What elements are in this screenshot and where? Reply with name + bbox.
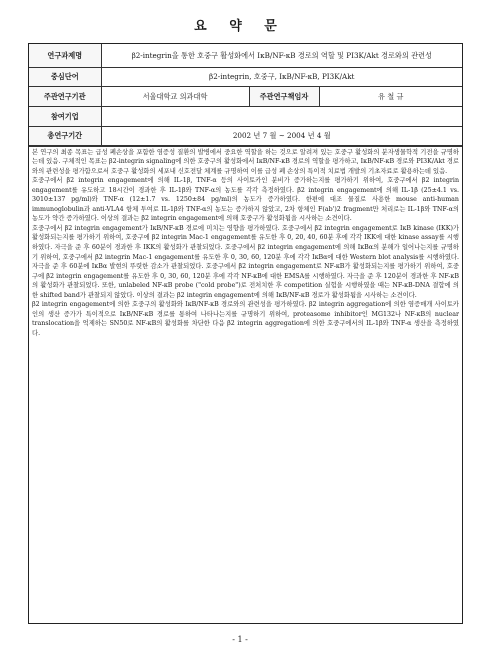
- keywords-row: [29, 67, 462, 86]
- project-name-label: 연구과제명: [29, 44, 101, 67]
- investigator-value: 유 철 규: [319, 86, 462, 106]
- project-name-value: β2-integrin을 통한 호중구 활성화에서 IκB/NF-κB 경로의 역할 및 PI3K/Akt 경로와의 관련성: [101, 44, 462, 67]
- investigator-label: 주관연구책임자: [249, 86, 319, 106]
- period-value: 2002 년 7 월 ~ 2004 년 4 월: [101, 126, 462, 145]
- participating-row: [29, 106, 462, 126]
- participating-value: [101, 106, 462, 126]
- paragraph-cytokine: 호중구에서 β2 integrin engagement에 의해 IL-1β, TNF-α 등의 사이토카인 분비가 증가하는지를 평가하기 위하여, 호중구에서 β2 integrin engagement를 유도하고 18시간이 경과한 후 IL-1β와 TNF-α의 농도를 각각 측정하였다. β2 integrin engagement에 의해 IL-1β (25±4.1 vs. 3010±137 pg/ml)와 TNF-α (12±1.7 vs. 1250±84 pg/ml)의 농도가 증가하였다. 한편에 대조 물질로 사용한 mouse anti-human immunoglobulin과 anti-VLA4 항체 투여로 IL-1β와 TNF-α의 농도는 증가하지 않았고, 2차 항체인 F(ab')2 fragment만 처리로는 IL-1β와 TNF-α의 농도가 약간 증가하였다. 이상의 결과는 β2 integrin engagement에 의해 호중구가 활성화됨을 시사하는 소견이다.: [32, 177, 459, 223]
- document-title: 요 약 문: [194, 19, 286, 34]
- institution-value: 서울대학교 의과대학: [101, 86, 249, 106]
- keywords-label: 중심단어: [29, 67, 101, 86]
- period-label: 총연구기간: [29, 126, 101, 145]
- paragraph-goal: 본 연구의 최종 목표는 급성 폐손상을 포함한 염증성 질환의 발병에서 중요한 역할을 하는 것으로 알려져 있는 호중구 활성화의 분자생물학적 기전을 규명하는데 있음. 구체적인 목표는 β2-integrin signaling에 의한 호중구의 활성화에서 IκB/NF-κB 경로의 역할을 평가하고, IκB/NF-κB 경로와 PI3K/Akt 경로와의 관련성을 평가함으로서 호중구 활성화의 세포내 신호전달 체계를 규명하여 이를 급성 폐 손상의 특이적 치료법 개발의 기초자료로 활용하는데 있음.: [32, 148, 459, 175]
- paragraph-activation: β2 integrin engagement에 의한 호중구의 활성화와 IκB/NF-κB 경로와의 관련성을 평가하였다. β2 integrin aggregation에 의한 염증매개 사이토카인의 생산 증가가 특이적으로 IκB/NF-κB 경로를 통하여 나타나는지를 규명하기 위하여, proteasome inhibitor인 MG132나 NF-κB의 nuclear translocation을 억제하는 SN50로 NF-κB의 활성화를 차단한 다음 β2 integrin aggregation에 의한 호중구에서의 IL-1β와 TNF-α 생산을 측정하였다.: [32, 301, 459, 337]
- participating-label: 참여기업: [29, 106, 101, 126]
- institution-row: [29, 86, 462, 106]
- project-name-row: [29, 44, 462, 67]
- page-number: - 1 -: [232, 635, 248, 644]
- summary-body: [29, 146, 462, 339]
- institution-label: 주관연구기관: [29, 86, 101, 106]
- period-row: [29, 126, 462, 145]
- keywords-value: β2-integrin, 호중구, IκB/NF-κB, PI3K/Akt: [101, 67, 462, 86]
- project-info-table: [29, 44, 462, 146]
- summary-frame: [28, 43, 463, 624]
- paragraph-ikb-pathway: 호중구에서 β2 integrin engagement가 IκB/NF-κB 경로에 미치는 영향을 평가하였다. 호중구에서 β2 integrin engagement로 IκB kinase (IKK)가 활성화되는지를 평가하기 위하여, 호중구에 β2 integrin Mac-1 engagement를 유도한 후 0, 20, 40, 60분 후에 각각 IKK에 대한 kinase assay를 시행하였다. 자극을 준 후 60분이 경과한 후 IKK의 활성화가 관찰되었다. 호중구에서 β2 integrin engagement에 의해 IκBα의 분해가 일어나는지를 규명하기 위하여, 호중구에서 β2 integrin Mac-1 engagement를 유도한 후 0, 30, 60, 120분 후에 각각 IκBα에 대한 Western blot analysis를 시행하였다. 자극을 준 후 60분에 IκBα 발현의 뚜렷한 감소가 관찰되었다. 호중구에서 β2 integrin engagement로 NF-κB가 활성화되는지를 평가하기 위하여, 호중구에 β2 integrin engagement를 유도한 후 0, 30, 60, 120분 후에 각각 NF-κB에 대한 EMSA를 시행하였다. 자극을 준 후 120분이 경과한 후 NF-κB의 활성화가 관찰되었다. 또한, unlabeled NF-κB probe ("cold probe")로 전처치한 후 competition 실험을 시행하였을 때는 NF-κB-DNA 결합에 의한 shifted band가 관찰되지 않았다. 이상의 결과는 β2 integrin engagement에 의해 IκB/NF-κB 경로가 활성화됨을 시사하는 소견이다.: [32, 224, 459, 299]
